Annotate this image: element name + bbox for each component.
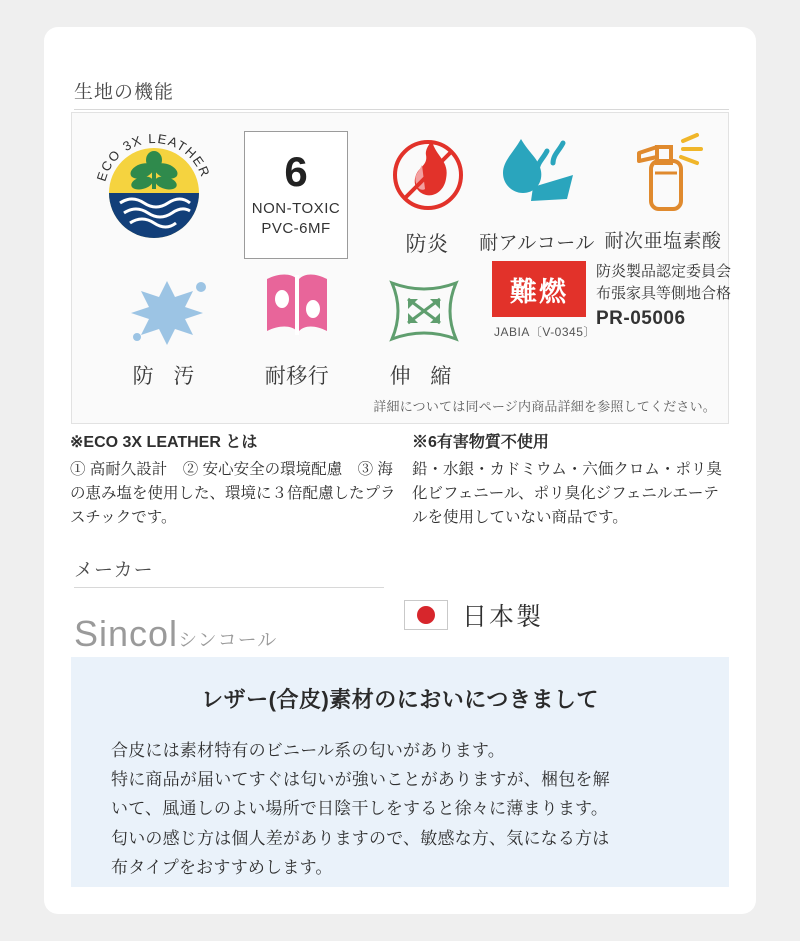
eco-3x-leather-icon <box>90 129 218 257</box>
hazard-note-title: ※6有害物質不使用 <box>412 434 549 451</box>
maker-divider <box>74 587 384 588</box>
maker-brand-name: Sincol <box>74 613 179 654</box>
non-toxic-line2: PVC-6MF <box>261 220 331 237</box>
eco-ring-text: ECO 3X LEATHER <box>93 130 214 184</box>
stretch-label: 伸 縮 <box>389 365 459 388</box>
migration-resistant-item <box>232 269 362 390</box>
alcohol-label: 耐アルコール <box>479 233 595 254</box>
maker-brand-kana: シンコール <box>178 630 278 651</box>
fabric-function-panel <box>71 112 732 424</box>
nannen-certification <box>492 261 732 347</box>
eco-note-left <box>70 431 400 530</box>
japan-flag-icon <box>404 600 448 630</box>
smell-notice-box <box>71 657 729 887</box>
non-toxic-number: 6 <box>284 147 308 195</box>
non-toxic-badge <box>244 131 348 259</box>
eco-note-body: ① 高耐久設計 ② 安心安全の環境配慮 ③ 海の恵み塩を使用した、環境に３倍配慮したプラスチックです。 <box>70 460 396 526</box>
smell-line-5: 布タイプをおすすめします。 <box>111 857 333 877</box>
nannen-line2: 布張家具等側地合格 <box>596 284 732 302</box>
page-title: 生地の機能 <box>74 82 175 103</box>
panel-note: 詳細については同ページ内商品詳細を参照してください。 <box>373 399 716 414</box>
stain-label: 防 汚 <box>132 365 202 388</box>
migration-icon <box>249 269 345 353</box>
product-info-card <box>44 27 756 914</box>
maker-brand <box>74 613 277 655</box>
hazard-note-right <box>412 431 730 530</box>
stretch-icon <box>378 269 470 353</box>
smell-notice-body <box>71 714 729 882</box>
stain-splash-icon <box>121 271 213 353</box>
eco-logo-svg <box>90 129 218 257</box>
smell-line-2: 特に商品が届いてすぐは匂いが強いことがありますが、梱包を解 <box>111 770 610 790</box>
hypochlorite-label: 耐次亜塩素酸 <box>604 231 722 252</box>
spray-bottle-icon <box>617 127 709 219</box>
alcohol-drop-icon <box>489 131 585 219</box>
maker-heading: メーカー <box>74 560 154 581</box>
stretch-item <box>364 269 484 390</box>
nannen-line1: 防炎製品認定委員会 <box>596 263 732 280</box>
hazard-note-body: 鉛・水銀・カドミウム・六価クロム・ポリ臭化ビフェニール、ポリ臭化ジフェニルエーテルを使用していない商品です。 <box>412 460 722 526</box>
jabia-code: JABIA〔V-0345〕 <box>494 325 596 339</box>
eco-3x-leather-logo <box>90 129 230 257</box>
heading-divider <box>74 109 729 110</box>
flame-icon <box>388 131 466 219</box>
smell-notice-title: レザー(合皮)素材のにおいにつきまして <box>201 687 599 712</box>
stain-resistant-item <box>102 271 232 390</box>
non-toxic-line1: NON-TOXIC <box>251 199 341 217</box>
nannen-code: PR-05006 <box>596 307 686 329</box>
alcohol-resistant-item <box>472 131 602 255</box>
smell-line-4: 匂いの感じ方は個人差がありますので、敏感な方、気になる方は <box>111 828 610 848</box>
flame-resistant-item <box>372 131 482 258</box>
nannen-text <box>596 261 731 332</box>
smell-line-1: 合皮には素材特有のビニール系の匂いがあります。 <box>111 741 505 760</box>
smell-line-3: いて、風通しのよい場所で日陰干しをすると徐々に薄まります。 <box>111 799 609 819</box>
migration-label: 耐移行 <box>264 365 330 388</box>
nannen-badge: 難燃 <box>492 261 586 317</box>
hypochlorite-resistant-item <box>600 127 726 253</box>
flame-label: 防炎 <box>405 233 449 256</box>
made-in-japan <box>404 592 584 638</box>
made-in-japan-label: 日本製 <box>462 603 544 631</box>
eco-note-title: ※ECO 3X LEATHER とは <box>70 434 258 451</box>
